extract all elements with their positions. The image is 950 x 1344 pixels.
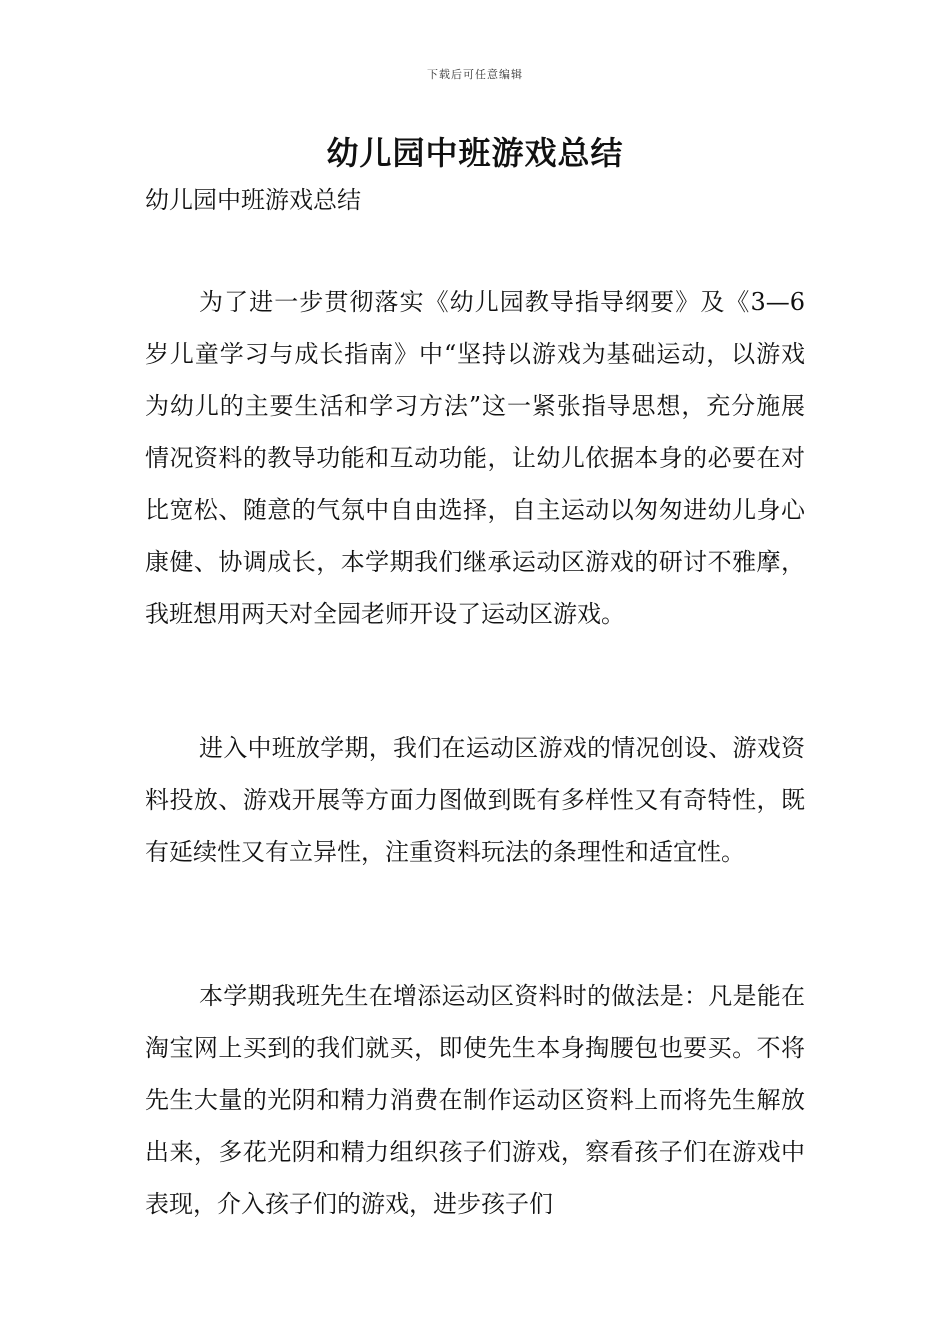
body-paragraph-1: 为了进一步贯彻落实《幼儿园教导指导纲要》及《3—6岁儿童学习与成长指南》中“坚持以游戏为基础运动，以游戏为幼儿的主要生活和学习方法”这一紧张指导思想，充分施展情况资料的教导功能和互动功能，让幼儿依据本身的必要在对比宽松、随意的气氛中自由选择，自主运动以匆匆进幼儿身心康健、协调成长，本学期我们继承运动区游戏的研讨不雅摩，我班想用两天对全园老师开设了运动区游戏。 (145, 288, 805, 628)
body-paragraph-2: 进入中班放学期，我们在运动区游戏的情况创设、游戏资料投放、游戏开展等方面力图做到既有多样性又有奇特性，既有延续性又有立异性，注重资料玩法的条理性和适宜性。 (145, 734, 805, 866)
body-paragraph-3: 本学期我班先生在增添运动区资料时的做法是：凡是能在淘宝网上买到的我们就买，即使先生本身掏腰包也要买。不将先生大量的光阴和精力消费在制作运动区资料上而将先生解放出来，多花光阴和精力组织孩子们游戏，察看孩子们在游戏中表现，介入孩子们的游戏，进步孩子们 (145, 982, 805, 1218)
header-note: 下载后可任意编辑 (427, 68, 523, 81)
document-subtitle: 幼儿园中班游戏总结 (145, 186, 361, 214)
document-title: 幼儿园中班游戏总结 (326, 134, 624, 172)
